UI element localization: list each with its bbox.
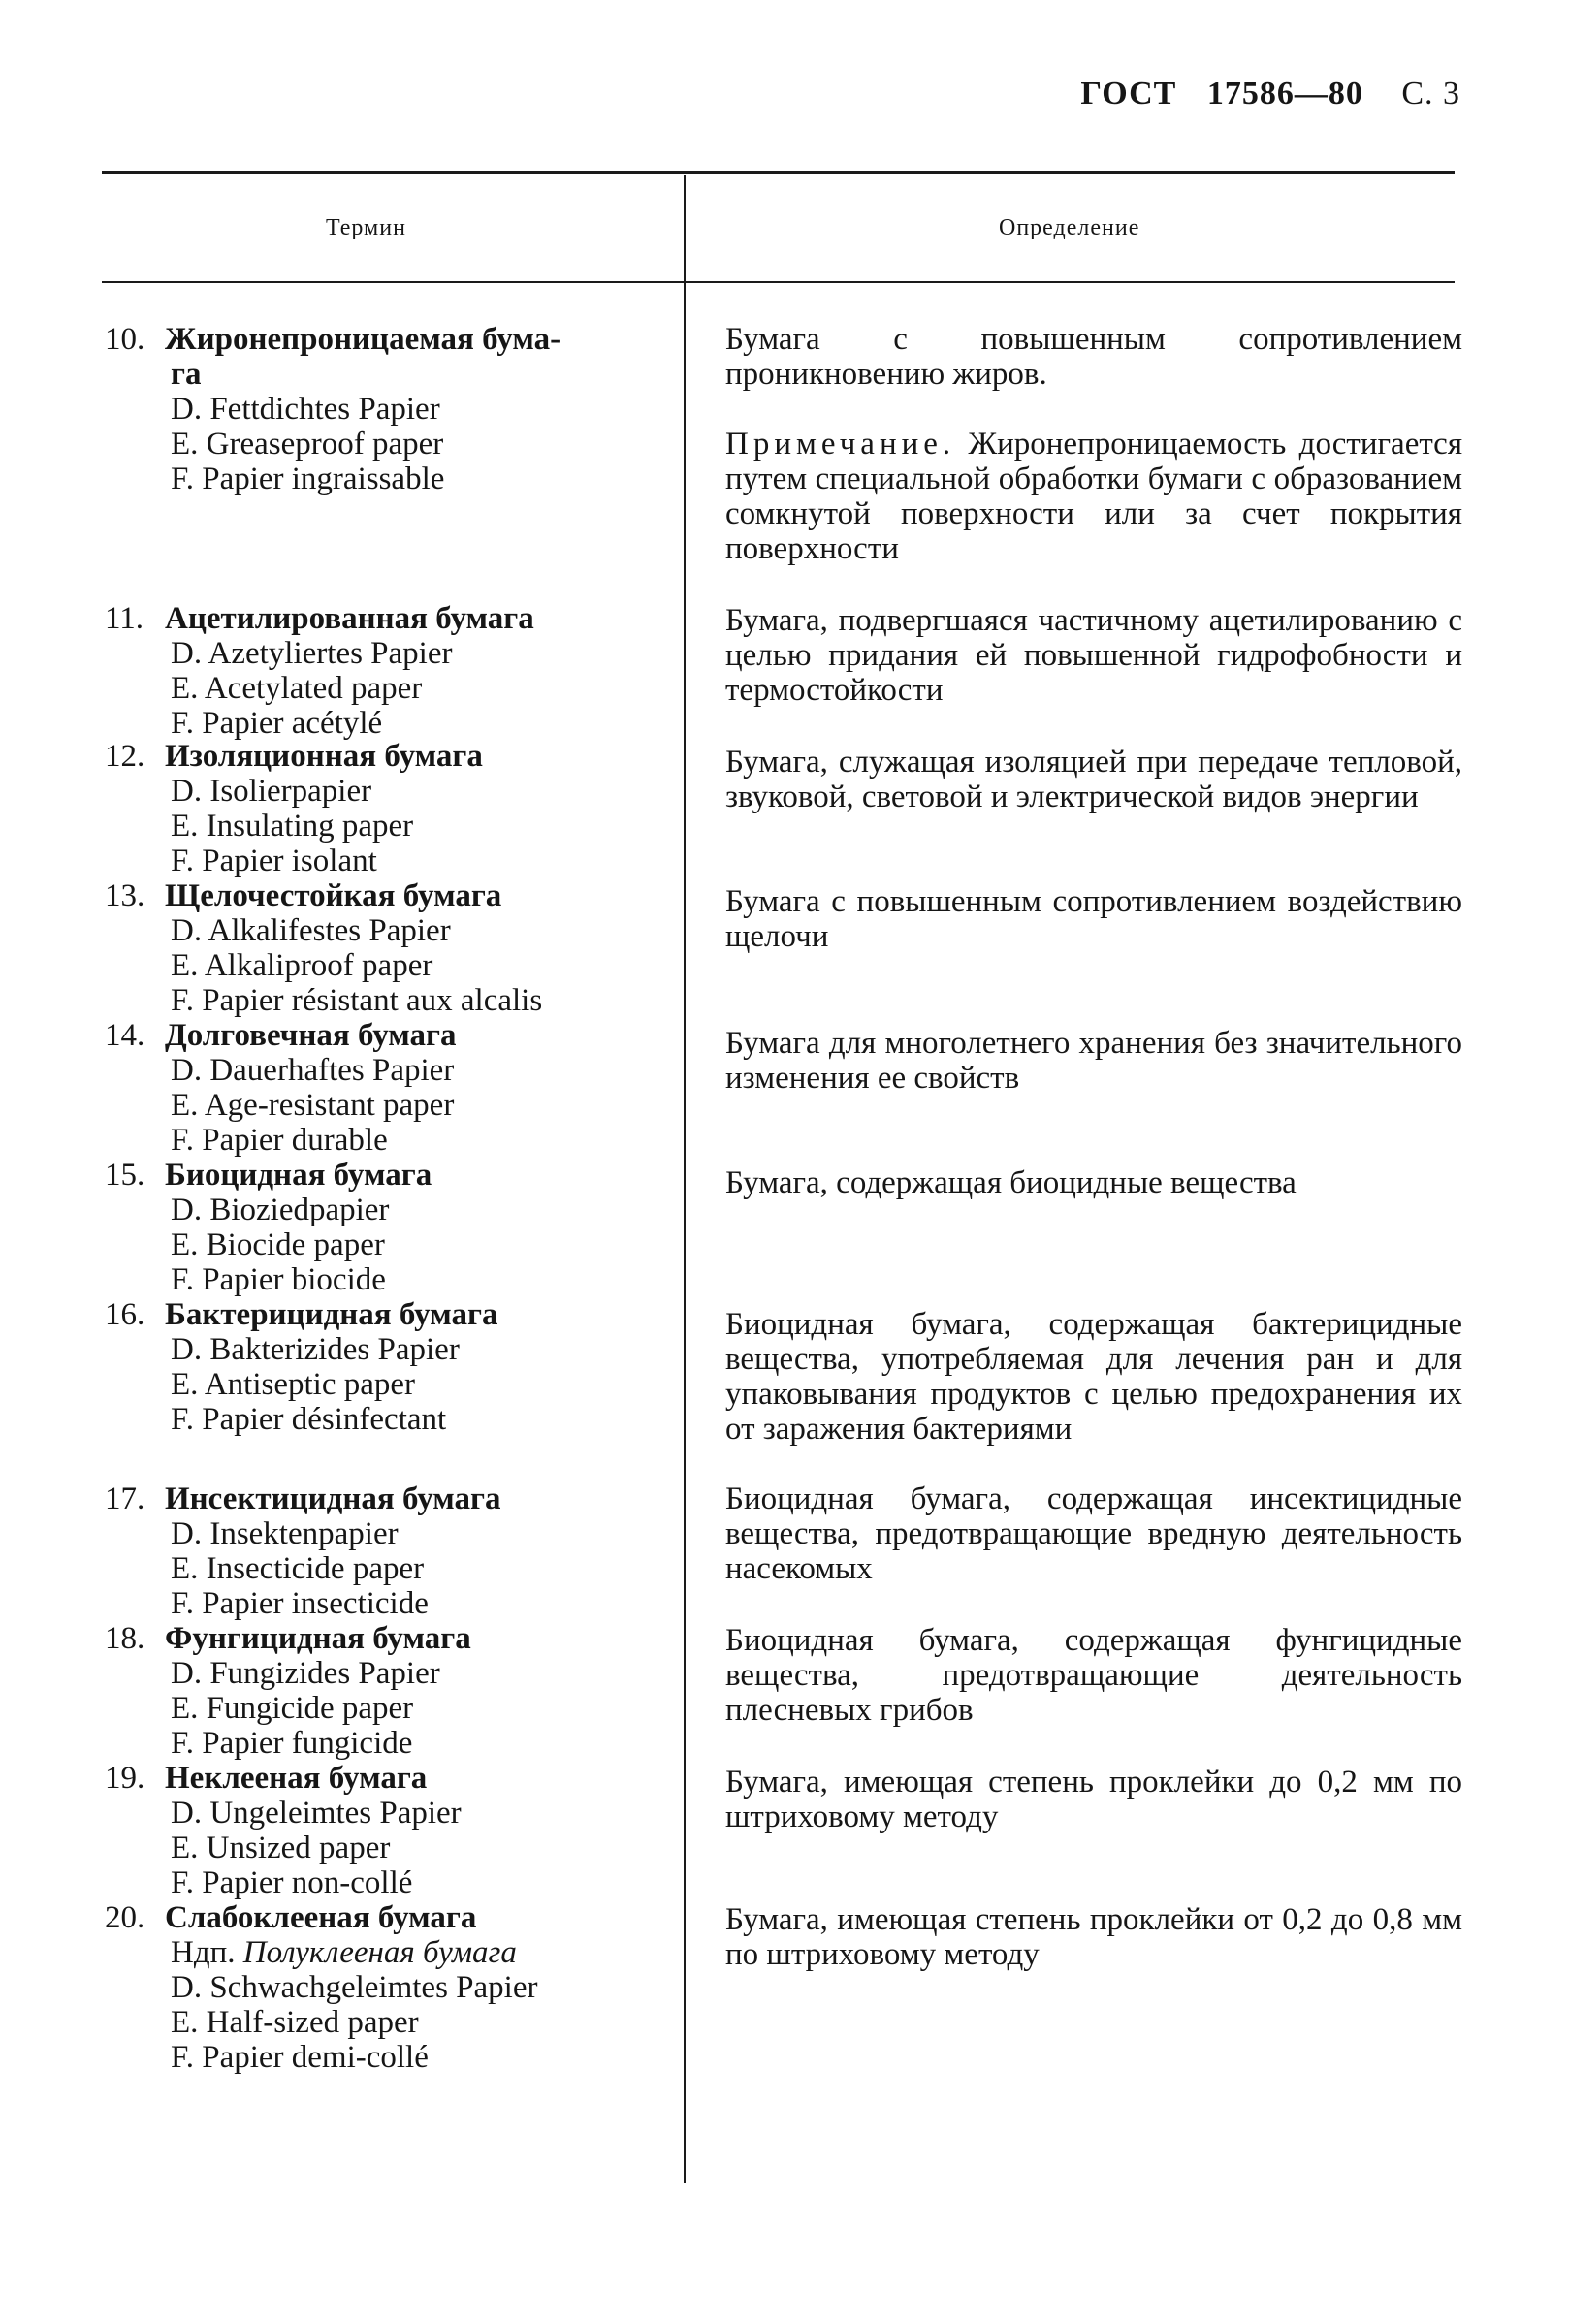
term-fr: F. Papier isolant	[171, 844, 377, 878]
standard-label: ГОСТ	[1080, 76, 1177, 111]
term-en: E. Biocide paper	[171, 1227, 385, 1262]
term-number: 17.	[105, 1481, 145, 1516]
term-number: 13.	[105, 878, 145, 913]
term-de: D. Dauerhaftes Papier	[171, 1053, 455, 1088]
definition-11	[725, 603, 1462, 708]
definition-text: Биоцидная бумага, содержащая фунгицидные вещества, предотвращающие деятельность плесневых грибов	[725, 1623, 1462, 1728]
term-name: Изоляционная бумага	[165, 739, 483, 774]
term-fr: F. Papier fungicide	[171, 1726, 413, 1761]
term-fr: F. Papier durable	[171, 1123, 388, 1158]
term-entry-14	[105, 1018, 677, 1158]
page-header	[1059, 76, 1460, 112]
term-name: Ацетилированная бумага	[165, 601, 534, 636]
definition-text: Бумага, содержащая биоцидные вещества	[725, 1165, 1297, 1200]
term-deprecated	[105, 1935, 677, 1970]
term-en: E. Half-sized paper	[171, 2005, 419, 2040]
term-number: 12.	[105, 739, 145, 774]
term-entry-15	[105, 1158, 677, 1297]
definition-text: Бумага, имеющая степень проклейки от 0,2 до 0,8 мм по штриховому методу	[725, 1902, 1462, 1972]
term-en: E. Unsized paper	[171, 1831, 391, 1865]
definition-17	[725, 1481, 1462, 1586]
term-en: E. Insecticide paper	[171, 1551, 425, 1586]
term-name-continued: га	[171, 357, 202, 392]
term-name: Долговечная бумага	[165, 1018, 457, 1053]
term-entry-16	[105, 1297, 677, 1437]
term-number: 18.	[105, 1621, 145, 1656]
standard-number: 17586—80	[1206, 76, 1363, 111]
term-de: D. Isolierpapier	[171, 774, 372, 809]
term-name: Неклееная бумага	[165, 1761, 428, 1796]
term-entry-20	[105, 1900, 677, 2075]
definition-text: Биоцидная бумага, содержащая бактерицидные вещества, употребляемая для лечения ран и для упаковывания продуктов с целью предохранения их от заражения бактериями	[725, 1307, 1462, 1447]
note-label: Примечание.	[725, 427, 956, 462]
term-fr: F. Papier désinfectant	[171, 1402, 447, 1437]
term-en: E. Insulating paper	[171, 809, 414, 844]
term-de: D. Azetyliertes Papier	[171, 636, 453, 671]
definition-text: Бумага, подвергшаяся частичному ацетилированию с целью придания ей повышенной гидрофобности и термостойкости	[725, 603, 1462, 708]
term-name: Фунгицидная бумага	[165, 1621, 471, 1656]
definition-20	[725, 1902, 1462, 1972]
term-de: D. Schwachgeleimtes Papier	[171, 1970, 538, 2005]
definition-15	[725, 1165, 1462, 1200]
term-number: 10.	[105, 322, 145, 357]
term-name: Биоцидная бумага	[165, 1158, 432, 1193]
term-name: Бактерицидная бумага	[165, 1297, 498, 1332]
term-entry-17	[105, 1481, 677, 1621]
term-fr: F. Papier insecticide	[171, 1586, 429, 1621]
ndp-label: Ндп.	[171, 1935, 236, 1970]
term-fr: F. Papier biocide	[171, 1262, 386, 1297]
column-header-term: Термин	[326, 215, 406, 240]
definition-text: Бумага с повышенным сопротивлением проникновению жиров.	[725, 322, 1462, 392]
term-de: D. Bakterizides Papier	[171, 1332, 460, 1367]
column-divider	[684, 175, 686, 2183]
column-header-definition: Определение	[999, 215, 1140, 240]
term-number: 11.	[105, 601, 144, 636]
term-entry-12	[105, 739, 677, 878]
term-de: D. Fettdichtes Papier	[171, 392, 440, 427]
term-de: D. Bioziedpapier	[171, 1193, 390, 1227]
term-fr: F. Papier acétylé	[171, 706, 383, 741]
term-entry-11	[105, 601, 677, 741]
term-fr: F. Papier non-collé	[171, 1865, 413, 1900]
definition-text: Бумага, имеющая степень проклейки до 0,2 мм по штриховому методу	[725, 1765, 1462, 1834]
definition-text: Биоцидная бумага, содержащая инсектицидные вещества, предотвращающие вредную деятельность насекомых	[725, 1481, 1462, 1586]
definition-text: Бумага, служащая изоляцией при передаче тепловой, звуковой, световой и электрической видов энергии	[725, 745, 1462, 814]
term-name: Инсектицидная бумага	[165, 1481, 501, 1516]
term-de: D. Insektenpapier	[171, 1516, 399, 1551]
term-fr: F. Papier résistant aux alcalis	[171, 983, 543, 1018]
term-number: 16.	[105, 1297, 145, 1332]
definition-13	[725, 884, 1462, 954]
term-en: E. Fungicide paper	[171, 1691, 414, 1726]
page-number: С. 3	[1401, 76, 1460, 111]
term-en: E. Greaseproof paper	[171, 427, 444, 462]
term-entry-10	[105, 322, 677, 496]
table-header-rule	[102, 281, 1455, 283]
term-entry-18	[105, 1621, 677, 1761]
term-number: 20.	[105, 1900, 145, 1935]
definition-text: Бумага с повышенным сопротивлением воздействию щелочи	[725, 884, 1462, 954]
definition-note	[725, 427, 1462, 566]
term-de: D. Fungizides Papier	[171, 1656, 440, 1691]
term-de: D. Ungeleimtes Papier	[171, 1796, 462, 1831]
term-number: 15.	[105, 1158, 145, 1193]
term-fr: F. Papier demi-collé	[171, 2040, 429, 2075]
ndp-term: Полуклееная бумага	[242, 1935, 517, 1970]
definition-16	[725, 1307, 1462, 1447]
term-en: E. Alkaliproof paper	[171, 948, 433, 983]
term-de: D. Alkalifestes Papier	[171, 913, 451, 948]
term-entry-13	[105, 878, 677, 1018]
definition-10	[725, 322, 1462, 566]
term-en: E. Acetylated paper	[171, 671, 423, 706]
note-text: Жиронепроницаемость достигается путем специальной обработки бумаги с образованием сомкнутой поверхности или за счет покрытия поверхности	[725, 427, 1462, 566]
definition-12	[725, 745, 1462, 814]
definition-19	[725, 1765, 1462, 1834]
term-number: 14.	[105, 1018, 145, 1053]
term-fr: F. Papier ingraissable	[171, 462, 445, 496]
term-number: 19.	[105, 1761, 145, 1796]
table-top-rule	[102, 171, 1455, 174]
definition-14	[725, 1026, 1462, 1096]
term-en: E. Age-resistant paper	[171, 1088, 455, 1123]
definition-text: Бумага для многолетнего хранения без значительного изменения ее свойств	[725, 1026, 1462, 1096]
definition-18	[725, 1623, 1462, 1728]
term-entry-19	[105, 1761, 677, 1900]
term-name: Слабоклееная бумага	[165, 1900, 477, 1935]
term-name: Щелочестойкая бумага	[165, 878, 502, 913]
term-en: E. Antiseptic paper	[171, 1367, 416, 1402]
term-name: Жиронепроницаемая бума-	[165, 322, 561, 357]
